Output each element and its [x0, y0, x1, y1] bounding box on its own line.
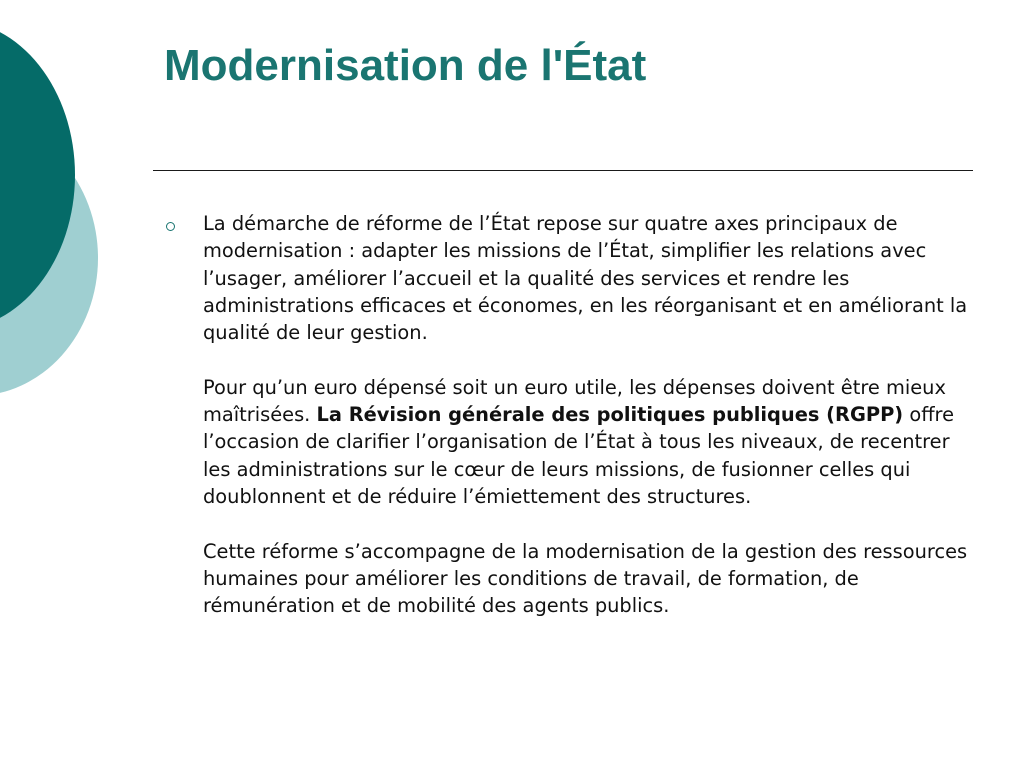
hollow-circle-bullet-icon: [166, 222, 175, 231]
paragraph-rgpp: [203, 374, 968, 510]
paragraph-human-resources: Cette réforme s’accompagne de la modernisation de la gestion des ressources humaines pour améliorer les conditions de travail, de formation, de rémunération et de mobilité des agents publics.: [203, 539, 968, 618]
title-divider: [153, 170, 973, 171]
paragraph-rgpp-rest: offre l’occasion de clarifier l’organisation de l’État à tous les niveaux, de recentrer les administrations sur le cœur de leurs missions, de fusionner celles qui doublonnent et de réduire l’émiettement des structures.: [203, 403, 955, 508]
bullet-content: [203, 210, 968, 619]
rgpp-bold-label: La Révision générale des politiques publiques (RGPP): [316, 403, 904, 427]
paragraph-rgpp-intro: Pour qu’un euro dépensé soit un euro utile, les dépenses doivent être mieux maîtrisées.: [203, 375, 946, 427]
paragraph-reform-axes: La démarche de réforme de l’État repose sur quatre axes principaux de modernisation : adapter les missions de l’État, simplifier les relations avec l’usager, améliorer l’accueil et la qualité des services et rendre les administrations efficaces et économes, en les réorganisant et en améliorant la qualité de leur gestion.: [203, 212, 968, 345]
slide-title: Modernisation de l'État: [164, 41, 647, 90]
